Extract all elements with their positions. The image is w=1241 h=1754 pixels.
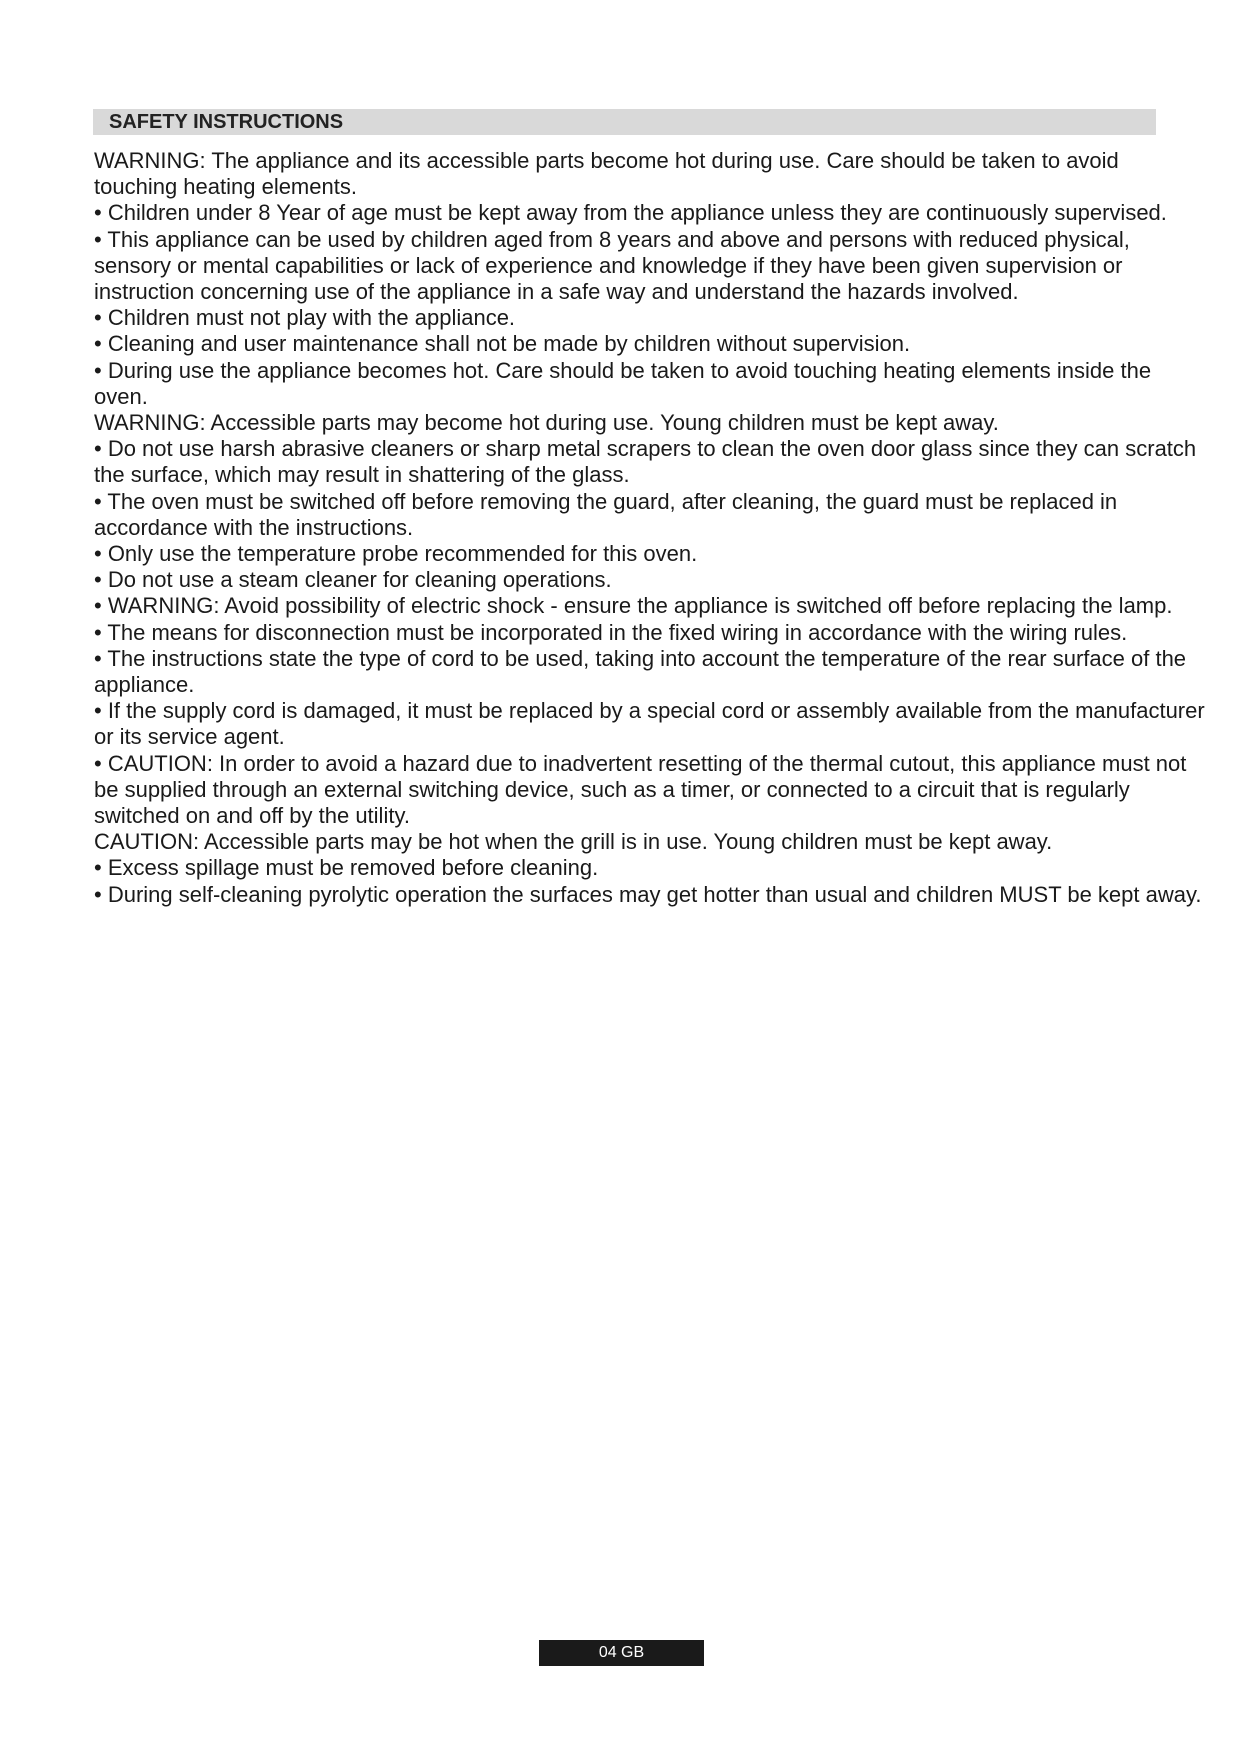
paragraph: WARNING: The appliance and its accessible parts become hot during use. Care should be taken to avoid touching heating elements. bbox=[94, 148, 1119, 200]
paragraph: • If the supply cord is damaged, it must be replaced by a special cord or assembly available from the manufacturer or its service agent. bbox=[94, 698, 1205, 750]
paragraph: • Do not use harsh abrasive cleaners or sharp metal scrapers to clean the oven door glass since they can scratch the surface, which may result in shattering of the glass. bbox=[94, 436, 1197, 488]
paragraph: • During self-cleaning pyrolytic operation the surfaces may get hotter than usual and children MUST be kept away. bbox=[94, 881, 1202, 907]
paragraph: WARNING: Accessible parts may become hot during use. Young children must be kept away. bbox=[94, 410, 999, 436]
page-number-label: 04 GB bbox=[539, 1640, 704, 1666]
paragraph: • Cleaning and user maintenance shall not be made by children without supervision. bbox=[94, 331, 911, 357]
paragraph: • Children under 8 Year of age must be kept away from the appliance unless they are continuously supervised. bbox=[94, 200, 1167, 226]
paragraph: • Children must not play with the appliance. bbox=[94, 305, 516, 331]
paragraph: • During use the appliance becomes hot. Care should be taken to avoid touching heating elements inside the oven. bbox=[94, 357, 1152, 409]
safety-instructions-body bbox=[94, 148, 1206, 908]
paragraph: • The oven must be switched off before removing the guard, after cleaning, the guard must be replaced in accordance with the instructions. bbox=[94, 488, 1118, 540]
paragraph: • The instructions state the type of cord to be used, taking into account the temperature of the rear surface of the appliance. bbox=[94, 645, 1187, 698]
paragraph: • The means for disconnection must be incorporated in the fixed wiring in accordance with the wiring rules. bbox=[94, 619, 1128, 645]
section-header bbox=[93, 109, 1156, 135]
paragraph: CAUTION: Accessible parts may be hot when the grill is in use. Young children must be kept away. bbox=[94, 829, 1053, 855]
paragraph: • Only use the temperature probe recommended for this oven. bbox=[94, 541, 698, 567]
paragraph: • WARNING: Avoid possibility of electric shock - ensure the appliance is switched off before replacing the lamp. bbox=[94, 593, 1173, 619]
paragraph: • Excess spillage must be removed before cleaning. bbox=[94, 855, 599, 881]
paragraph: • CAUTION: In order to avoid a hazard due to inadvertent resetting of the thermal cutout, this appliance must not be supplied through an external switching device, such as a timer, or connected to a circuit that is regularly switched on and off by the utility. bbox=[94, 750, 1187, 829]
section-title: SAFETY INSTRUCTIONS bbox=[109, 111, 344, 133]
paragraph: • Do not use a steam cleaner for cleaning operations. bbox=[94, 567, 612, 593]
paragraph: • This appliance can be used by children aged from 8 years and above and persons with reduced physical, sensory or mental capabilities or lack of experience and knowledge if they have been given supervision or instruction concerning use of the appliance in a safe way and understand the hazards involved. bbox=[94, 226, 1130, 305]
